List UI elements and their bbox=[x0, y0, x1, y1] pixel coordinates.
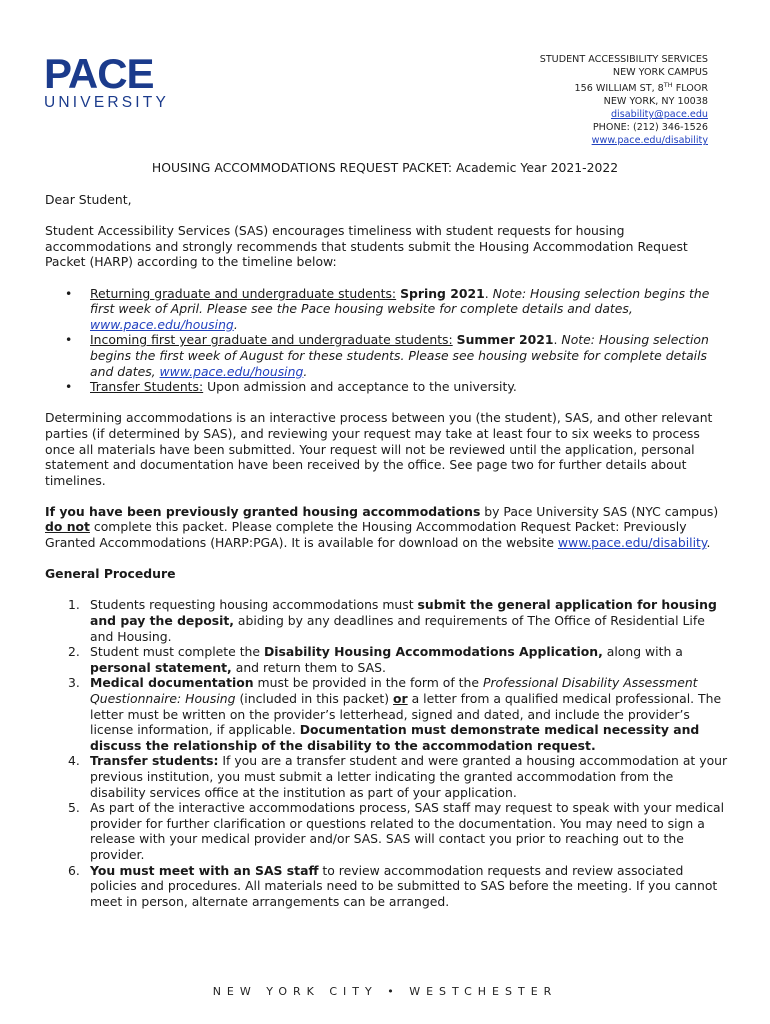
disability-link[interactable]: www.pace.edu/disability bbox=[557, 535, 707, 551]
process-paragraph: Determining accommodations is an interactive process between you (the student), SAS, and other relevant parties (if determined by SAS), and reviewing your request may take at least four to six weeks to process once all materials have been submitted. Your request will not be reviewed until the application, personal statement and documentation have been received by the office. See page two for further details about timelines. bbox=[45, 410, 713, 488]
previously-granted-paragraph: If you have been previously granted housing accommodations by Pace University SAS (NYC campus) do not complete this packet. Please complete the Housing Accommodation Request Packet: Previously Granted Accommodations (HARP:PGA). It is available for download on the website www.pace.edu/disability. bbox=[45, 503, 719, 551]
email-link[interactable]: disability@pace.edu bbox=[610, 109, 708, 121]
list-item: 3. Medical documentation must be provided in the form of the Professional Disability Assessment Questionnaire: Housing (included in this packet) or a letter from a qualified medical professional. The letter must be written on the provider’s letterhead, signed and dated, and include the provider’s license information, if applicable. Documentation must demonstrate medical necessity and discuss the relationship of the disability to the accommodation request. bbox=[68, 675, 722, 753]
housing-link[interactable]: www.pace.edu/housing bbox=[90, 316, 234, 332]
logo-subtitle: UNIVERSITY bbox=[44, 94, 170, 111]
address-phone: PHONE: (212) 346-1526 bbox=[592, 122, 708, 134]
page-footer: NEW YORK CITY • WESTCHESTER bbox=[212, 985, 558, 998]
letter-body bbox=[45, 192, 730, 909]
address-campus: NEW YORK CAMPUS bbox=[612, 67, 708, 78]
list-item: • Transfer Students: Upon admission and acceptance to the university. bbox=[45, 379, 730, 395]
address-city: NEW YORK, NY 10038 bbox=[603, 96, 708, 108]
address-street: 156 WILLIAM ST, 8TH FLOOR bbox=[574, 81, 708, 95]
office-address-block bbox=[540, 53, 708, 147]
list-item: 2. Student must complete the Disability Housing Accommodations Application, along with a personal statement, and return them to SAS. bbox=[68, 644, 683, 675]
list-item: 5. As part of the interactive accommodations process, SAS staff may request to speak with your medical provider for further clarification or questions related to the documentation. You may need to sign a release with your medical provider and/or SAS. SAS will contact you prior to reaching out to the provider. bbox=[68, 800, 725, 862]
intro-paragraph: Student Accessibility Services (SAS) encourages timeliness with student requests for housing accommodations and strongly recommends that students submit the Housing Accommodation Request Packet (HARP) according to the timeline below: bbox=[45, 223, 688, 270]
pace-university-logo bbox=[44, 50, 184, 116]
list-item: 1. Students requesting housing accommodations must submit the general application for housing and pay the deposit, abiding by any deadlines and requirements of The Office of Residential Life and Housing. bbox=[68, 597, 717, 644]
greeting: Dear Student, bbox=[45, 192, 132, 207]
timeline-list bbox=[45, 286, 730, 395]
list-item: • Returning graduate and undergraduate students: Spring 2021. Note: Housing selection begins the first week of April. Please see the Pace housing website for complete details and dates, www.pace.edu/housing. bbox=[45, 286, 730, 333]
procedure-heading: General Procedure bbox=[45, 566, 176, 582]
list-item: 6. You must meet with an SAS staff to review accommodation requests and review associated policies and procedures. All materials need to be submitted to SAS before the meeting. If you cannot meet in person, alternate arrangements can be arranged. bbox=[68, 862, 718, 909]
list-item: • Incoming first year graduate and undergraduate students: Summer 2021. Note: Housing selection begins the first week of August for these students. Please see housing website for complete details and dates, www.pace.edu/housing. bbox=[45, 332, 730, 379]
disability-website-link[interactable]: www.pace.edu/disability bbox=[591, 135, 708, 147]
housing-link[interactable]: www.pace.edu/housing bbox=[159, 363, 304, 379]
address-office: STUDENT ACCESSIBILITY SERVICES bbox=[539, 54, 708, 65]
list-item: 4. Transfer students: If you are a transfer student and were granted a housing accommodation at your previous institution, you must submit a letter indicating the granted accommodation from the disability services office at the institution as part of your application. bbox=[68, 753, 728, 800]
logo-wordmark: PACE bbox=[44, 50, 154, 97]
document-title: HOUSING ACCOMMODATIONS REQUEST PACKET: Academic Year 2021-2022 bbox=[151, 160, 619, 175]
procedure-list bbox=[45, 597, 730, 909]
